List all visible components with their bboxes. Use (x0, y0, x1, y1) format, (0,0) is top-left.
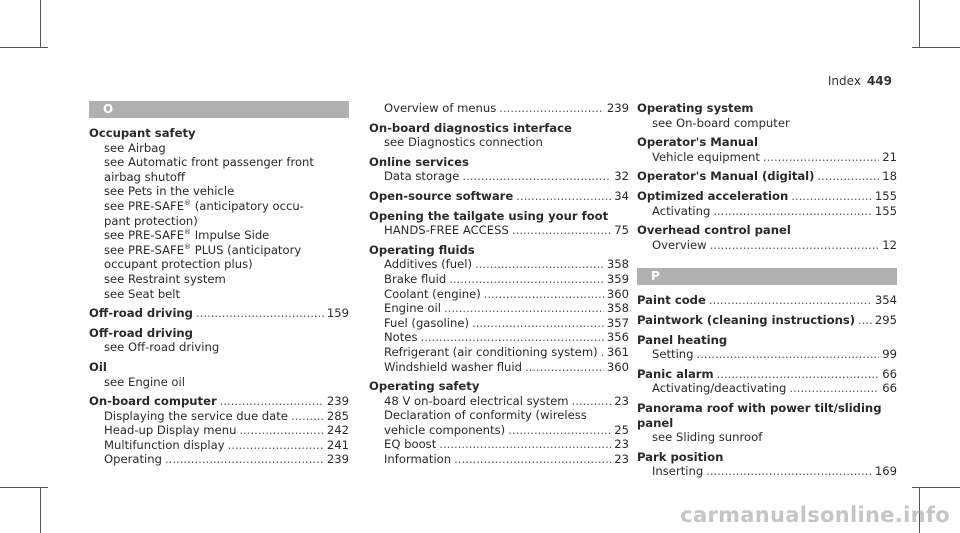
sub-entry-text: Operating (104, 452, 162, 467)
entry-title: Open-source software (369, 188, 514, 203)
sub-entry[interactable]: Declaration of conformity (wireless (384, 408, 587, 423)
page-ref: 25 (614, 422, 629, 437)
entry-title[interactable]: Park position (637, 449, 724, 464)
crop-mark (919, 0, 920, 48)
entry-row[interactable] (637, 189, 897, 204)
index-entry (369, 209, 629, 238)
index-entry (369, 243, 629, 374)
page-ref: 66 (882, 366, 897, 381)
sub-entry-row[interactable] (637, 464, 897, 479)
sub-entry-text: Refrigerant (air conditioning system) (384, 344, 598, 359)
page-ref: 360 (606, 359, 629, 374)
page-ref: 360 (606, 286, 629, 301)
entry-row[interactable] (637, 169, 897, 184)
sub-entry-row[interactable] (89, 423, 349, 438)
entry-title: Optimized acceleration (637, 188, 789, 203)
index-entry (369, 121, 629, 150)
leader-dots (475, 257, 604, 272)
leader-dots (220, 394, 324, 409)
sub-entry[interactable] (89, 199, 349, 214)
page-ref: 155 (874, 188, 897, 203)
sub-entry-text: see PRE-SAFE (104, 228, 185, 243)
sub-entry[interactable]: see Airbag (104, 140, 166, 155)
sub-entry[interactable]: occupant protection plus) (104, 257, 253, 272)
index-column-2 (369, 101, 629, 472)
index-entry (637, 333, 897, 362)
entry-title[interactable]: panel (637, 415, 674, 430)
watermark: carmanualsonline.info (680, 503, 950, 527)
leader-dots (421, 330, 604, 345)
leader-dots (228, 438, 324, 453)
leader-dots (462, 169, 611, 184)
section-header-p: P (637, 268, 897, 285)
entry-title: On-board computer (89, 394, 217, 409)
page-ref: 169 (874, 464, 897, 479)
index-entry (369, 189, 629, 204)
section-header-o: O (89, 101, 349, 118)
sub-entry-row[interactable] (369, 330, 629, 345)
leader-dots (710, 238, 880, 253)
sub-entry-text: EQ boost (384, 437, 437, 452)
sub-entry-text: Activating/deactivating (652, 381, 787, 396)
index-entry (637, 293, 897, 308)
entry-title: Panic alarm (637, 366, 714, 381)
sub-entry[interactable] (89, 228, 349, 243)
sub-entry-text: Inserting (652, 464, 704, 479)
page-ref: 18 (882, 169, 897, 184)
sub-entry-row[interactable] (369, 452, 629, 467)
crop-mark (40, 0, 41, 48)
sub-entry-text: vehicle components) (384, 422, 506, 437)
leader-dots (484, 287, 604, 302)
page-ref: 242 (326, 423, 349, 438)
entry-title[interactable]: Panorama roof with power tilt/sliding (637, 400, 882, 415)
entry-title: Paint code (637, 293, 706, 308)
index-entry (89, 394, 349, 467)
index-entry (369, 379, 629, 467)
header-label: Index (827, 74, 861, 88)
sub-entry-row[interactable] (369, 169, 629, 184)
sub-entry-text: Additives (fuel) (384, 257, 472, 272)
entry-title: Operator's Manual (digital) (637, 169, 815, 184)
sub-entry-text: Coolant (engine) (384, 286, 481, 301)
leader-dots (709, 293, 872, 308)
sub-entry-text: Activating (652, 203, 711, 218)
sub-entry-text: Impulse Side (191, 228, 270, 243)
sub-entry-row[interactable] (89, 409, 349, 424)
sub-entry-text: Overview of menus (384, 101, 497, 115)
page-ref: 285 (326, 408, 349, 423)
entry-title[interactable]: Online services (369, 154, 469, 169)
leader-dots (789, 381, 879, 396)
index-entry (637, 101, 897, 130)
leader-dots (499, 101, 604, 116)
index-entry (89, 326, 349, 355)
index-entry (89, 126, 349, 301)
index-entry (637, 313, 897, 328)
leader-dots (601, 345, 604, 360)
page-ref: 75 (614, 223, 629, 238)
entry-row[interactable] (89, 394, 349, 409)
leader-dots (449, 272, 604, 287)
entry-row[interactable] (637, 313, 897, 328)
page-ref: 66 (882, 381, 897, 396)
sub-entry[interactable]: see Seat belt (104, 286, 181, 301)
sub-entry-row[interactable] (637, 347, 897, 362)
sub-entry-text: Vehicle equipment (652, 149, 760, 164)
sub-entry-text: Data storage (384, 169, 460, 184)
registered-mark: ® (184, 199, 192, 208)
sub-entry[interactable] (89, 243, 349, 258)
sub-entry-row[interactable] (369, 345, 629, 360)
registered-mark: ® (184, 242, 192, 251)
sub-entry-row[interactable] (637, 150, 897, 165)
sub-entry-text: PLUS (anticipatory (191, 242, 302, 257)
index-entry (637, 450, 897, 479)
sub-entry-text: Notes (384, 330, 418, 345)
entry-title[interactable]: Off-road driving (89, 325, 193, 340)
leader-dots (291, 409, 324, 424)
page-ref: 354 (874, 293, 897, 308)
leader-dots (858, 313, 872, 328)
entry-row[interactable] (89, 306, 349, 321)
leader-dots (713, 204, 872, 219)
sub-entry-text: Multifunction display (104, 437, 225, 452)
leader-dots (454, 452, 611, 467)
sub-entry-row[interactable] (369, 423, 629, 438)
sub-entry-row[interactable] (369, 437, 629, 452)
sub-entry-row[interactable] (369, 316, 629, 331)
leader-dots (763, 150, 879, 165)
leader-dots (472, 316, 604, 331)
page-ref: 358 (606, 257, 629, 272)
index-column-1 (89, 101, 349, 472)
page-ref: 155 (874, 203, 897, 218)
entry-title: Off-road driving (89, 306, 193, 321)
sub-entry-text: see PRE-SAFE (104, 198, 185, 213)
crop-mark (912, 487, 960, 488)
sub-entry[interactable]: see Off-road driving (104, 340, 220, 355)
page-ref: 12 (882, 237, 897, 252)
sub-entry-row[interactable] (369, 101, 629, 116)
sub-entry-row[interactable] (369, 360, 629, 375)
sub-entry-row[interactable] (369, 272, 629, 287)
sub-entry-text: Displaying the service due date (104, 408, 288, 423)
page-number: 449 (866, 74, 892, 88)
entry-title[interactable]: Operating fluids (369, 242, 475, 257)
page-ref: 23 (614, 437, 629, 452)
entry-title[interactable]: Overhead control panel (637, 223, 791, 238)
sub-entry-row[interactable] (369, 257, 629, 272)
entry-title[interactable]: Panel heating (637, 332, 728, 347)
sub-entry[interactable]: see Restraint system (104, 271, 226, 286)
entry-title[interactable]: Operating safety (369, 379, 480, 394)
sub-entry[interactable]: see Sliding sunroof (652, 430, 763, 445)
leader-dots (512, 223, 611, 238)
page-ref: 99 (882, 347, 897, 362)
leader-dots (525, 360, 604, 375)
index-entry (369, 101, 629, 116)
page-ref: 21 (882, 149, 897, 164)
sub-entry-row[interactable] (89, 438, 349, 453)
entry-title[interactable]: Opening the tailgate using your foot (369, 208, 609, 223)
sub-entry-text: Brake fluid (384, 271, 447, 286)
sub-entry-text: Overview (652, 237, 707, 252)
sub-entry-row[interactable] (637, 238, 897, 253)
page-ref: 359 (606, 271, 629, 286)
leader-dots (572, 394, 612, 409)
leader-dots (717, 367, 880, 382)
leader-dots (165, 452, 324, 467)
index-entry (637, 189, 897, 218)
entry-row[interactable] (637, 293, 897, 308)
sub-entry-row[interactable] (637, 204, 897, 219)
leader-dots (508, 423, 611, 438)
leader-dots (196, 306, 324, 321)
page-ref: 23 (614, 393, 629, 408)
leader-dots (791, 189, 872, 204)
leader-dots (239, 423, 323, 438)
sub-entry-row[interactable] (369, 223, 629, 238)
crop-mark (40, 487, 41, 533)
entry-title: Paintwork (cleaning instructions) (637, 312, 856, 327)
registered-mark: ® (184, 228, 192, 237)
sub-entry-text: (anticipatory occu- (191, 198, 304, 213)
page-ref: 295 (874, 312, 897, 327)
leader-dots (439, 437, 611, 452)
sub-entry[interactable]: see Diagnostics connection (384, 135, 543, 150)
index-entry (89, 360, 349, 389)
sub-entry[interactable]: airbag shutoff (104, 169, 185, 184)
sub-entry-row[interactable] (89, 452, 349, 467)
page-ref: 239 (326, 394, 349, 409)
sub-entry-row[interactable] (369, 287, 629, 302)
index-entry (89, 306, 349, 321)
sub-entry-text: Setting (652, 347, 694, 362)
sub-entry-text: Fuel (gasoline) (384, 315, 469, 330)
page-ref: 239 (326, 452, 349, 467)
sub-entry[interactable]: pant protection) (104, 213, 198, 228)
page-ref: 34 (614, 188, 629, 203)
crop-mark (0, 47, 48, 48)
sub-entry-row[interactable] (369, 301, 629, 316)
leader-dots (817, 169, 879, 184)
index-entry (637, 367, 897, 396)
entry-row[interactable] (637, 367, 897, 382)
entry-title[interactable]: On-board diagnostics interface (369, 120, 572, 135)
page-ref: 358 (606, 301, 629, 316)
page-ref: 23 (614, 452, 629, 467)
leader-dots (444, 301, 604, 316)
sub-entry-text: Windshield washer fluid (384, 359, 522, 374)
page-ref: 361 (606, 344, 629, 359)
index-entry (637, 169, 897, 184)
entry-title[interactable]: Occupant safety (89, 126, 196, 140)
page-ref: 32 (614, 169, 629, 184)
sub-entry-row[interactable] (637, 381, 897, 396)
entry-title[interactable]: Operator's Manual (637, 135, 758, 150)
index-column-3 (637, 101, 897, 484)
entry-title[interactable]: Operating system (637, 101, 754, 115)
index-entry (369, 155, 629, 184)
leader-dots (697, 347, 880, 362)
page-ref: 241 (326, 437, 349, 452)
page-ref: 239 (606, 101, 629, 115)
crop-mark (912, 47, 960, 48)
sub-entry-text: Engine oil (384, 301, 441, 316)
leader-dots (706, 464, 872, 479)
sub-entry-text: Head-up Display menu (104, 423, 237, 438)
sub-entry-text: HANDS-FREE ACCESS (384, 223, 509, 238)
index-entry (637, 401, 897, 445)
sub-entry[interactable]: see On-board computer (652, 115, 790, 130)
crop-mark (0, 487, 48, 488)
sub-entry-text: 48 V on-board electrical system (384, 393, 569, 408)
sub-entry-text: see PRE-SAFE (104, 242, 185, 257)
page-ref: 357 (606, 315, 629, 330)
index-entry (637, 135, 897, 164)
page-header (828, 74, 892, 88)
sub-entry-text: Information (384, 452, 452, 467)
sub-entry[interactable]: see Pets in the vehicle (104, 184, 235, 199)
page-ref: 356 (606, 330, 629, 345)
sub-entry[interactable]: see Automatic front passenger front (104, 155, 314, 170)
sub-entry[interactable]: see Engine oil (104, 374, 185, 389)
entry-row[interactable] (369, 189, 629, 204)
leader-dots (516, 189, 611, 204)
index-entry (637, 223, 897, 252)
entry-title[interactable]: Oil (89, 359, 107, 374)
sub-entry-row[interactable] (369, 394, 629, 409)
page-ref: 159 (326, 306, 349, 321)
